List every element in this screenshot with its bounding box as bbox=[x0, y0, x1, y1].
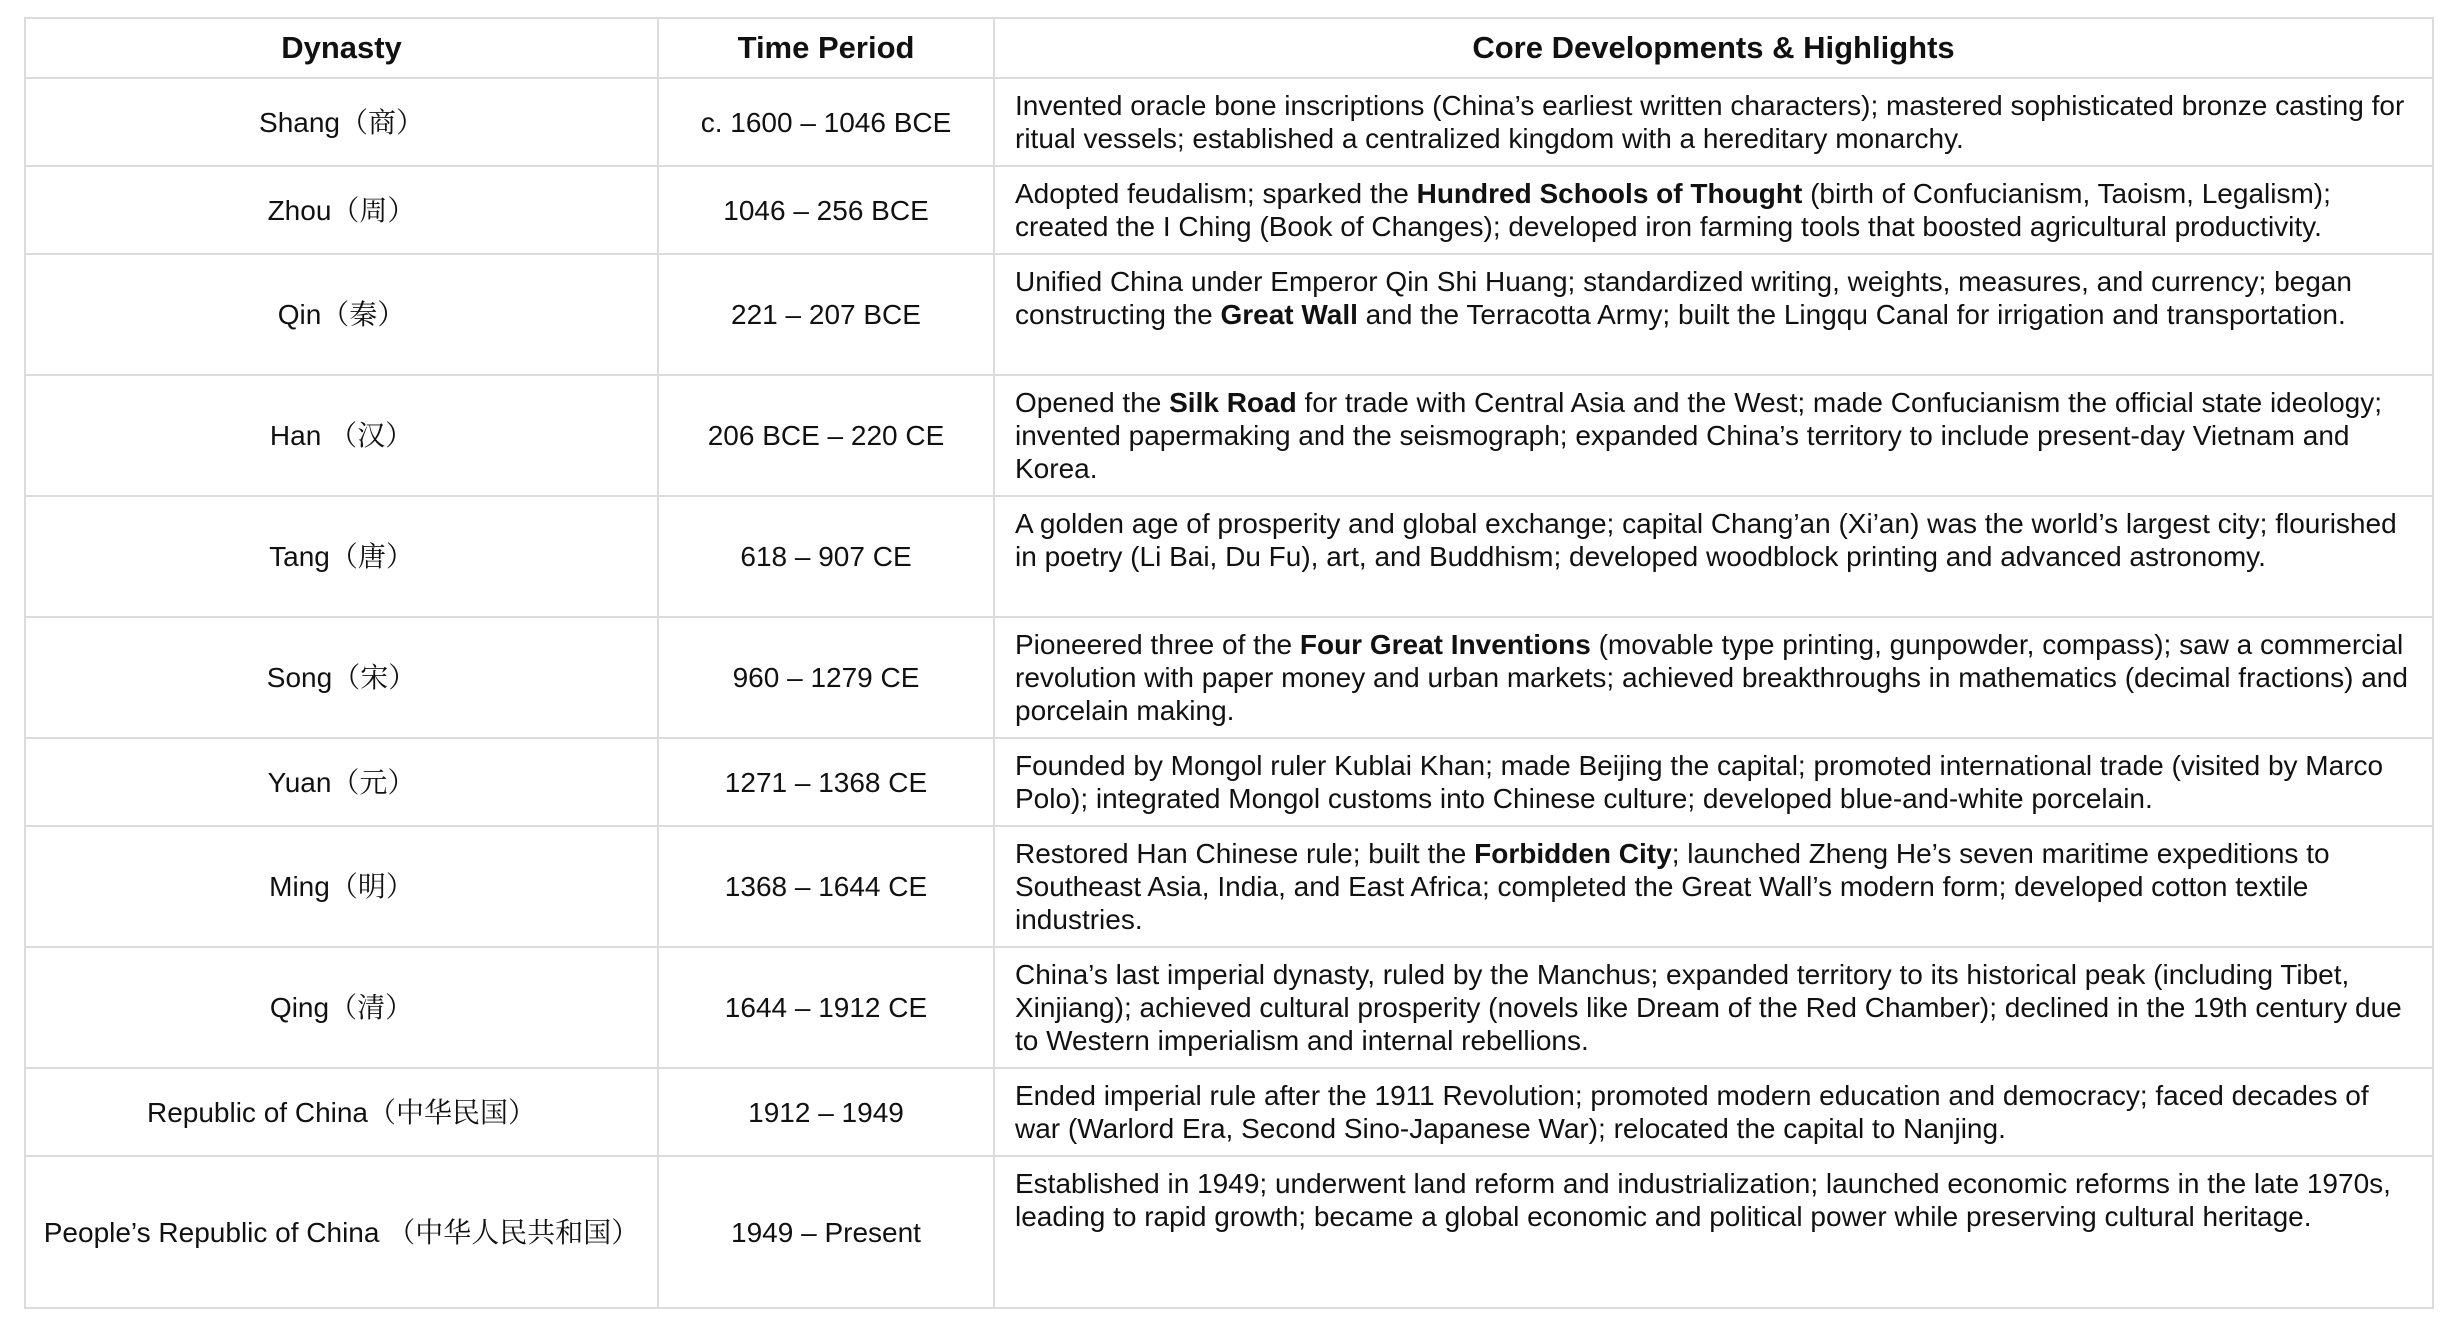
developments-cell bbox=[994, 254, 2433, 375]
table-header-row bbox=[25, 18, 2433, 78]
table-row bbox=[25, 826, 2433, 947]
developments-cell bbox=[994, 78, 2433, 166]
dynasty-table-container bbox=[24, 17, 2432, 1309]
period-cell: 1046 – 256 BCE bbox=[658, 166, 994, 254]
period-cell: 960 – 1279 CE bbox=[658, 617, 994, 738]
dynasty-cell: Tang（唐） bbox=[25, 496, 658, 617]
highlight-term: Four Great Inventions bbox=[1299, 629, 1591, 660]
description-text: (birth of Confucianism, Taoism, Legalism); created the I Ching (Book of Changes); developed iron farming tools that boosted agricultural productivity. bbox=[1015, 178, 2331, 242]
dynasty-cell: Qing（清） bbox=[25, 947, 658, 1068]
description-text: Adopted feudalism; sparked the bbox=[1015, 178, 1417, 209]
period-cell: 1368 – 1644 CE bbox=[658, 826, 994, 947]
period-cell: 1271 – 1368 CE bbox=[658, 738, 994, 826]
period-cell: 1644 – 1912 CE bbox=[658, 947, 994, 1068]
description-text: China’s last imperial dynasty, ruled by the Manchus; expanded territory to its historical peak (including Tibet, Xinjiang); achieved cultural prosperity (novels like Dream of the Red Chamber); declined in the 19th century due to Western imperialism and internal rebellions. bbox=[1015, 959, 2402, 1056]
table-row bbox=[25, 166, 2433, 254]
dynasty-cell: Song（宋） bbox=[25, 617, 658, 738]
developments-cell bbox=[994, 496, 2433, 617]
header-core-developments: Core Developments & Highlights bbox=[994, 18, 2433, 78]
developments-cell bbox=[994, 617, 2433, 738]
dynasty-cell: Qin（秦） bbox=[25, 254, 658, 375]
description-text: Unified China under Emperor Qin Shi Huang; standardized writing, weights, measures, and currency; began constructing the bbox=[1015, 266, 2352, 330]
highlight-term: Forbidden City bbox=[1474, 838, 1672, 869]
dynasty-cell: People’s Republic of China （中华人民共和国） bbox=[25, 1156, 658, 1308]
table-row bbox=[25, 78, 2433, 166]
description-text: Invented oracle bone inscriptions (China’s earliest written characters); mastered sophisticated bronze casting for ritual vessels; established a centralized kingdom with a hereditary monarchy. bbox=[1015, 90, 2405, 154]
highlight-term: Hundred Schools of Thought bbox=[1416, 178, 1803, 209]
table-row bbox=[25, 254, 2433, 375]
description-text: (movable type printing, gunpowder, compass); saw a commercial revolution with paper money and urban markets; achieved breakthroughs in mathematics (decimal fractions) and porcelain making. bbox=[1015, 629, 2408, 726]
header-dynasty: Dynasty bbox=[25, 18, 658, 78]
developments-cell bbox=[994, 738, 2433, 826]
table-row bbox=[25, 375, 2433, 496]
developments-cell bbox=[994, 947, 2433, 1068]
table-row bbox=[25, 496, 2433, 617]
period-cell: 206 BCE – 220 CE bbox=[658, 375, 994, 496]
dynasty-cell: Zhou（周） bbox=[25, 166, 658, 254]
description-text: ; launched Zheng He’s seven maritime expeditions to Southeast Asia, India, and East Africa; completed the Great Wall’s modern form; developed cotton textile industries. bbox=[1015, 838, 2330, 935]
table-row bbox=[25, 738, 2433, 826]
dynasty-table bbox=[24, 17, 2434, 1309]
highlight-term: Great Wall bbox=[1220, 299, 1358, 330]
developments-cell bbox=[994, 166, 2433, 254]
period-cell: 1912 – 1949 bbox=[658, 1068, 994, 1156]
table-row bbox=[25, 1156, 2433, 1308]
highlight-term: Silk Road bbox=[1169, 387, 1297, 418]
dynasty-cell: Han （汉） bbox=[25, 375, 658, 496]
description-text: Pioneered three of the bbox=[1015, 629, 1300, 660]
description-text: Restored Han Chinese rule; built the bbox=[1015, 838, 1475, 869]
description-text: Established in 1949; underwent land reform and industrialization; launched economic reforms in the late 1970s, leading to rapid growth; became a global economic and political power while preserving cultural heritage. bbox=[1015, 1168, 2391, 1232]
period-cell: 1949 – Present bbox=[658, 1156, 994, 1308]
period-cell: c. 1600 – 1046 BCE bbox=[658, 78, 994, 166]
dynasty-cell: Ming（明） bbox=[25, 826, 658, 947]
developments-cell bbox=[994, 375, 2433, 496]
table-row bbox=[25, 1068, 2433, 1156]
description-text: and the Terracotta Army; built the Lingqu Canal for irrigation and transportation. bbox=[1357, 299, 2346, 330]
developments-cell bbox=[994, 1156, 2433, 1308]
table-row bbox=[25, 947, 2433, 1068]
period-cell: 221 – 207 BCE bbox=[658, 254, 994, 375]
dynasty-cell: Yuan（元） bbox=[25, 738, 658, 826]
dynasty-cell: Shang（商） bbox=[25, 78, 658, 166]
description-text: A golden age of prosperity and global exchange; capital Chang’an (Xi’an) was the world’s largest city; flourished in poetry (Li Bai, Du Fu), art, and Buddhism; developed woodblock printing and advanced astronomy. bbox=[1015, 508, 2397, 572]
description-text: Founded by Mongol ruler Kublai Khan; made Beijing the capital; promoted international trade (visited by Marco Polo); integrated Mongol customs into Chinese culture; developed blue-and-white porcelain. bbox=[1015, 750, 2384, 814]
dynasty-cell: Republic of China（中华民国） bbox=[25, 1068, 658, 1156]
header-time-period: Time Period bbox=[658, 18, 994, 78]
description-text: for trade with Central Asia and the West; made Confucianism the official state ideology; invented papermaking and the seismograph; expanded China’s territory to include present-day Vietnam and Korea. bbox=[1015, 387, 2383, 484]
table-row bbox=[25, 617, 2433, 738]
period-cell: 618 – 907 CE bbox=[658, 496, 994, 617]
description-text: Opened the bbox=[1015, 387, 1170, 418]
developments-cell bbox=[994, 1068, 2433, 1156]
developments-cell bbox=[994, 826, 2433, 947]
description-text: Ended imperial rule after the 1911 Revolution; promoted modern education and democracy; faced decades of war (Warlord Era, Second Sino-Japanese War); relocated the capital to Nanjing. bbox=[1015, 1080, 2369, 1144]
